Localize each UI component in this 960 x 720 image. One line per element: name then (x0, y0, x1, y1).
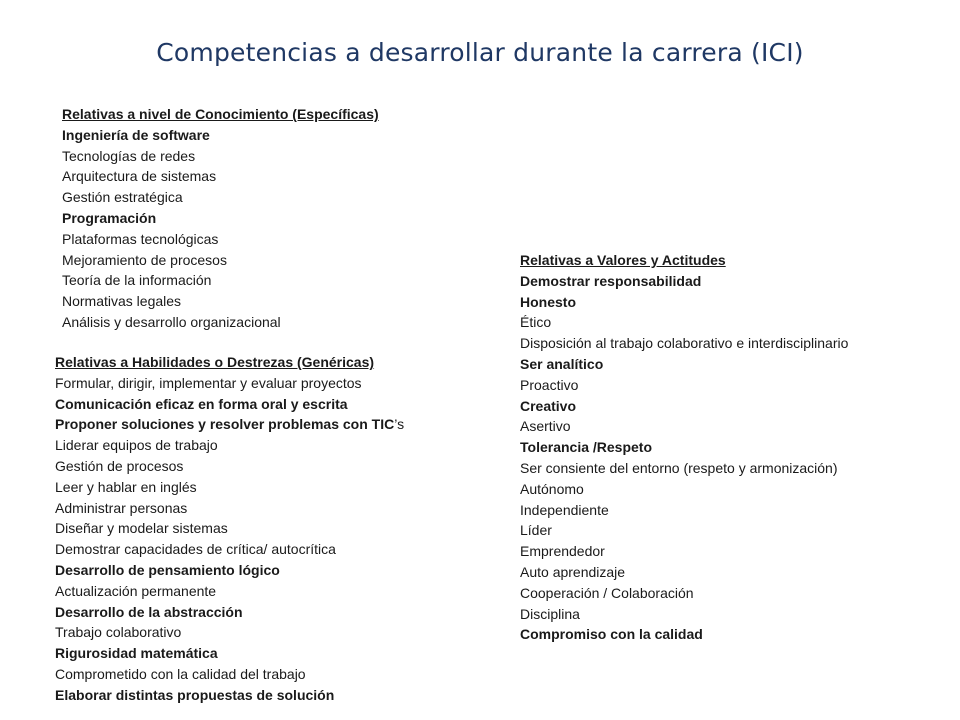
skills-heading: Relativas a Habilidades o Destrezas (Genéricas) (55, 354, 375, 370)
values-list-item (520, 312, 848, 333)
skills-list-item (55, 498, 404, 519)
values-list-item (520, 271, 848, 292)
item-text: Ser consiente del entorno (respeto y armonización) (520, 459, 838, 476)
item-text: Disposición al trabajo colaborativo e interdisciplinario (520, 335, 849, 352)
item-text: Gestión estratégica (62, 189, 183, 206)
item-text: Ser analítico (520, 355, 604, 372)
skills-list-item (55, 539, 404, 560)
values-list-item (520, 333, 848, 354)
item-text: Normativas legales (62, 293, 182, 310)
item-suffix: ’s (394, 416, 405, 433)
item-text: Análisis y desarrollo organizacional (62, 313, 281, 330)
item-text: Autónomo (520, 480, 584, 497)
knowledge-list-item (62, 270, 379, 291)
item-text: Teoría de la información (62, 272, 212, 289)
values-list-item (520, 479, 848, 500)
item-text: Auto aprendizaje (520, 563, 626, 580)
item-text: Tecnologías de redes (62, 147, 196, 164)
skills-list-item (55, 664, 404, 685)
values-list-item (520, 500, 848, 521)
values-list-item (520, 416, 848, 437)
item-text: Desarrollo de pensamiento lógico (55, 561, 280, 578)
item-text: Emprendedor (520, 543, 605, 560)
knowledge-heading: Relativas a nivel de Conocimiento (Específicas) (62, 106, 379, 122)
knowledge-list-item (62, 187, 379, 208)
item-text: Demostrar capacidades de crítica/ autocrítica (55, 541, 336, 558)
item-text: Comunicación eficaz en forma oral y escrita (55, 395, 348, 412)
knowledge-list-item (62, 208, 379, 229)
skills-list-item (55, 685, 404, 706)
skills-competencies-list (55, 352, 404, 706)
values-list-item (520, 458, 848, 479)
values-list-item (520, 437, 848, 458)
item-text: Ético (520, 314, 552, 331)
values-list-item (520, 562, 848, 583)
item-text: Mejoramiento de procesos (62, 251, 227, 268)
item-text: Gestión de procesos (55, 457, 184, 474)
item-text: Creativo (520, 397, 577, 414)
item-text: Arquitectura de sistemas (62, 168, 217, 185)
knowledge-list-item (62, 312, 379, 333)
values-list-item (520, 520, 848, 541)
skills-list-item (55, 435, 404, 456)
item-text: Tolerancia /Respeto (520, 439, 653, 456)
item-text: Diseñar y modelar sistemas (55, 520, 228, 537)
values-list-item (520, 292, 848, 313)
values-list-item (520, 624, 848, 645)
item-text: Administrar personas (55, 499, 188, 516)
item-text: Rigurosidad matemática (55, 645, 218, 662)
knowledge-list-item (62, 291, 379, 312)
values-list-item (520, 354, 848, 375)
skills-list-item (55, 373, 404, 394)
item-text: Actualización permanente (55, 582, 217, 599)
values-competencies-list (520, 250, 848, 645)
skills-list-item (55, 643, 404, 664)
values-list-item (520, 604, 848, 625)
skills-list-item (55, 560, 404, 581)
skills-list-item (55, 622, 404, 643)
item-text: Plataformas tecnológicas (62, 230, 219, 247)
values-list-item (520, 375, 848, 396)
item-text: Compromiso con la calidad (520, 626, 703, 643)
knowledge-list-item (62, 125, 379, 146)
item-text: Programación (62, 209, 157, 226)
item-text: Honesto (520, 293, 576, 310)
item-text: Elaborar distintas propuestas de solución (55, 686, 335, 703)
skills-list-item (55, 602, 404, 623)
knowledge-list-item (62, 146, 379, 167)
item-text: Trabajo colaborativo (55, 624, 182, 641)
knowledge-list-item (62, 229, 379, 250)
skills-list-item (55, 518, 404, 539)
skills-list-item (55, 414, 404, 435)
item-text: Demostrar responsabilidad (520, 272, 702, 289)
skills-list-item (55, 394, 404, 415)
item-text: Desarrollo de la abstracción (55, 603, 243, 620)
item-text: Proactivo (520, 376, 579, 393)
item-text: Formular, dirigir, implementar y evaluar proyectos (55, 374, 362, 391)
values-heading: Relativas a Valores y Actitudes (520, 252, 726, 268)
skills-list-item (55, 477, 404, 498)
item-text: Disciplina (520, 605, 580, 622)
item-text: Cooperación / Colaboración (520, 584, 694, 601)
knowledge-list-item (62, 166, 379, 187)
item-text: Ingeniería de software (62, 126, 210, 143)
values-list-item (520, 541, 848, 562)
page-title: Competencias a desarrollar durante la carrera (ICI) (156, 38, 804, 67)
item-text: Asertivo (520, 418, 571, 435)
item-text: Liderar equipos de trabajo (55, 437, 218, 454)
item-text: Proponer soluciones y resolver problemas con TIC (55, 416, 395, 433)
values-list-item (520, 396, 848, 417)
knowledge-list-item (62, 250, 379, 271)
item-text: Líder (520, 522, 552, 539)
skills-list-item (55, 456, 404, 477)
values-list-item (520, 583, 848, 604)
item-text: Independiente (520, 501, 609, 518)
skills-list-item (55, 581, 404, 602)
item-text: Comprometido con la calidad del trabajo (55, 665, 306, 682)
item-text: Leer y hablar en inglés (55, 478, 197, 495)
knowledge-competencies-list (62, 104, 379, 333)
